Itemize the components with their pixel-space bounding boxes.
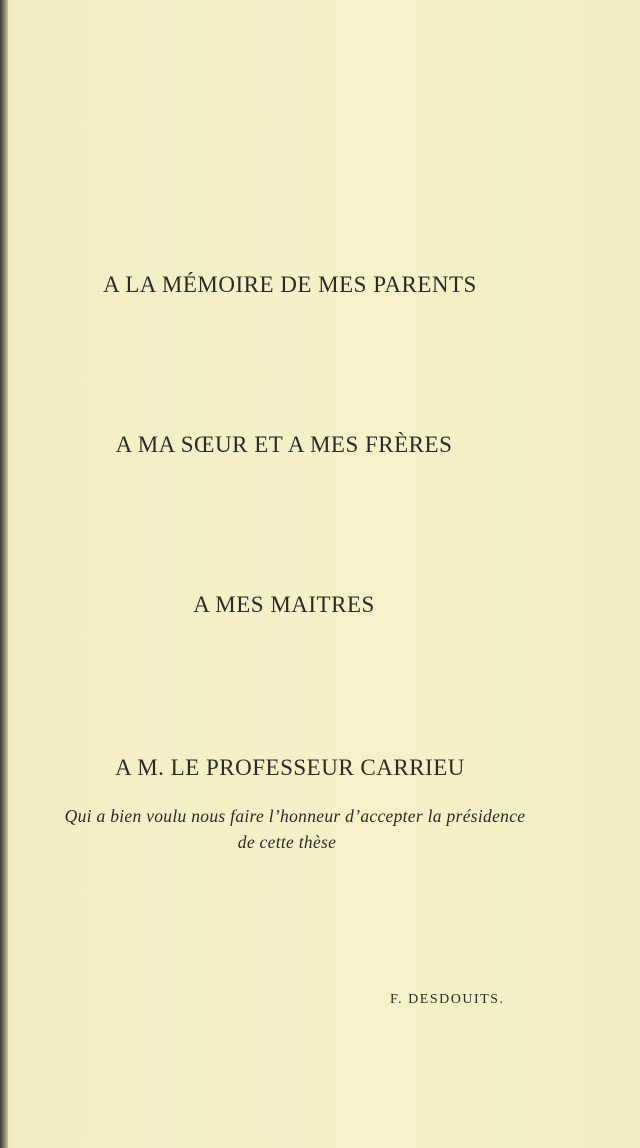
page-binding-edge xyxy=(0,0,8,1148)
dedication-parents: A LA MÉMOIRE DE MES PARENTS xyxy=(103,272,477,297)
dedication-professor: A M. LE PROFESSEUR CARRIEU xyxy=(115,755,465,780)
dedication-masters: A MES MAITRES xyxy=(193,592,375,617)
inscription-line-2: de cette thèse xyxy=(237,832,337,852)
author-signature: F. DESDOUITS. xyxy=(390,992,505,1007)
dedication-siblings: A MA SŒUR ET A MES FRÈRES xyxy=(115,432,453,457)
inscription-line-1: Qui a bien voulu nous faire l’honneur d’accepter la présidence xyxy=(64,806,526,826)
